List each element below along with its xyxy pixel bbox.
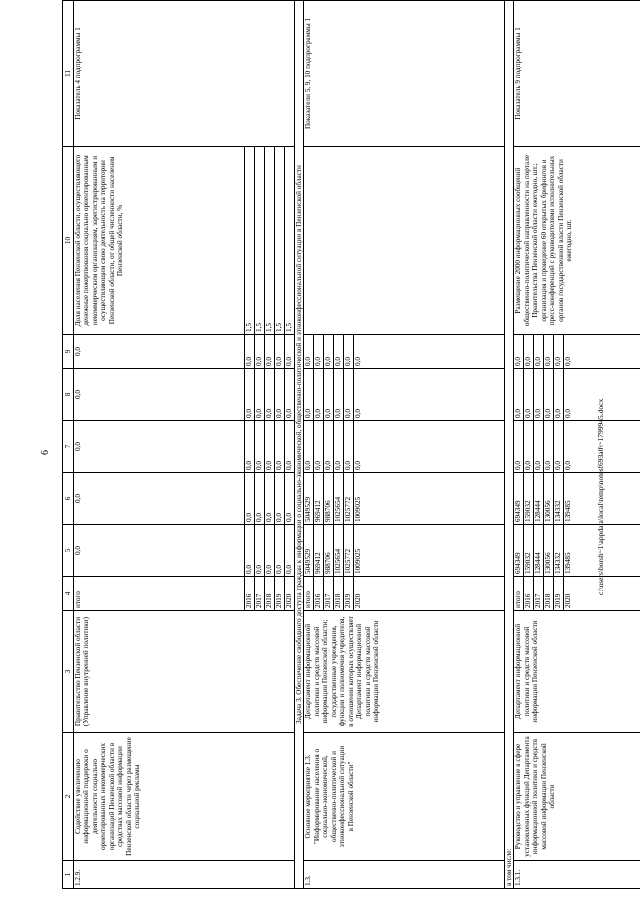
year-cell: 2016 — [523, 577, 533, 611]
value-cell: 0,0 — [533, 369, 543, 421]
value-cell: 0,0 — [313, 421, 323, 473]
value-cell: 969412 — [313, 525, 323, 577]
row-number: 1.2.9. — [74, 861, 295, 889]
value-cell: 5049529 — [304, 525, 313, 577]
value-cell: 0,0 — [323, 335, 333, 369]
header-cell: 1 — [63, 861, 74, 889]
value-cell: 0,0 — [265, 335, 275, 369]
value-cell: 0,0 — [74, 335, 245, 369]
subheading-row — [504, 1, 513, 889]
period-cell: итого — [304, 577, 313, 611]
header-row — [63, 1, 74, 889]
year-cell: 2018 — [265, 577, 275, 611]
result-text: Доля населения Пензенской области, осуществляющего денежные пожертвования социально ориентированным некоммерческим организациям, зарегистрированным и осуществляющим свою деятельность на территории Пензенской области, от общей численности населения Пензенской области, % — [74, 147, 245, 335]
value-cell: 0,0 — [285, 525, 295, 577]
measure-name: Основное мероприятие 1.3. "Информирование населения о социально-экономической, общественно-политической и этноконфессиональной ситуации в Пензенской области" — [304, 733, 504, 861]
value-cell: 0,0 — [543, 421, 553, 473]
value-cell: 0,0 — [343, 335, 353, 369]
year-cell: 2019 — [343, 577, 353, 611]
value-cell: 694349 — [514, 525, 523, 577]
year-cell: 2018 — [333, 577, 343, 611]
value-cell: 0,0 — [304, 421, 313, 473]
indicator-text: Показатель 9 подпрограммы 1 — [514, 1, 640, 147]
program-table — [62, 0, 640, 889]
value-cell: 1009025 — [353, 525, 504, 577]
target-cell: 1,5 — [245, 147, 255, 335]
value-cell: 0,0 — [313, 369, 323, 421]
value-cell: 0,0 — [323, 369, 333, 421]
year-cell: 2019 — [553, 577, 563, 611]
value-cell: 130056 — [543, 473, 553, 525]
result-text: Размещение 2000 информационных сообщений общественно-политической направленности на портале Правительства Пензенской области ежегодно, шт.; организация и проведение 60 открытых брифингов и пресс-конференций с руководителями исполнительных органов государственной власти Пензенской области ежегодно, шт. — [514, 147, 640, 335]
value-cell: 0,0 — [275, 335, 285, 369]
value-cell: 0,0 — [245, 335, 255, 369]
value-cell: 0,0 — [514, 335, 523, 369]
header-cell: 6 — [63, 473, 74, 525]
result-text — [304, 147, 504, 335]
value-cell: 0,0 — [265, 421, 275, 473]
value-cell: 0,0 — [313, 335, 323, 369]
value-cell: 0,0 — [333, 369, 343, 421]
value-cell: 0,0 — [285, 335, 295, 369]
value-cell: 0,0 — [353, 369, 504, 421]
value-cell: 0,0 — [353, 335, 504, 369]
value-cell: 0,0 — [275, 473, 285, 525]
value-cell: 0,0 — [255, 369, 265, 421]
value-cell: 0,0 — [74, 473, 245, 525]
value-cell: 0,0 — [255, 473, 265, 525]
value-cell: 0,0 — [275, 525, 285, 577]
year-cell: 2017 — [255, 577, 265, 611]
value-cell: 159032 — [523, 525, 533, 577]
value-cell: 0,0 — [333, 335, 343, 369]
value-cell: 0,0 — [245, 473, 255, 525]
value-cell: 1025772 — [343, 525, 353, 577]
value-cell: 988706 — [323, 473, 333, 525]
value-cell: 969412 — [313, 473, 323, 525]
year-cell: 2020 — [285, 577, 295, 611]
executor: Департамент информационной политики и средств массовой информации Пензенской области; государственные учреждения, функции и полномочия учредителя, в отношении которых осуществляет Департамент информационной политики и средств массовой информации Пензенской области — [304, 611, 504, 733]
header-cell: 7 — [63, 421, 74, 473]
row-number: 1.3. — [304, 861, 504, 889]
value-cell: 0,0 — [533, 335, 543, 369]
header-cell: 11 — [63, 1, 74, 147]
value-cell: 0,0 — [523, 421, 533, 473]
value-cell: 1025654 — [333, 473, 343, 525]
value-cell: 0,0 — [533, 421, 543, 473]
target-cell: 1,5 — [255, 147, 265, 335]
measure-name: Содействие увеличению информационной поддержки о деятельности социально ориентированных некоммерческих организаций Пензенской области в средствах массовой информации Пензенской области через размещение социальной рекламы — [74, 733, 295, 861]
value-cell: 139485 — [563, 525, 640, 577]
value-cell: 0,0 — [265, 369, 275, 421]
header-cell: 9 — [63, 335, 74, 369]
value-cell: 0,0 — [245, 369, 255, 421]
footer-file-path: c:\users\borsh~1\appdata\local\temp\notesf693a0\~1799945.docx — [596, 398, 605, 595]
year-cell: 2019 — [275, 577, 285, 611]
value-cell: 0,0 — [523, 369, 533, 421]
header-cell: 3 — [63, 611, 74, 733]
value-cell: 694349 — [514, 473, 523, 525]
value-cell: 0,0 — [285, 473, 295, 525]
value-cell: 0,0 — [255, 421, 265, 473]
value-cell: 0,0 — [353, 421, 504, 473]
value-cell: 5049529 — [304, 473, 313, 525]
value-cell: 0,0 — [323, 421, 333, 473]
value-cell: 0,0 — [333, 421, 343, 473]
value-cell: 0,0 — [543, 335, 553, 369]
indicator-text: Показатель 4 подпрограммы 1 — [74, 1, 295, 147]
target-cell: 1,5 — [265, 147, 275, 335]
subheading-text: в том числе: — [504, 1, 513, 889]
header-cell: 2 — [63, 733, 74, 861]
value-cell: 0,0 — [553, 335, 563, 369]
indicator-text: Показатели 5, 9, 10 подпрограммы 1 — [304, 1, 504, 147]
value-cell: 0,0 — [523, 335, 533, 369]
value-cell: 139485 — [563, 473, 640, 525]
value-cell: 0,0 — [514, 421, 523, 473]
table-row — [74, 1, 245, 889]
target-cell: 1,5 — [275, 147, 285, 335]
executor: Департамент информационной политики и средств массовой информации Пензенской области — [514, 611, 640, 733]
value-cell: 0,0 — [553, 369, 563, 421]
executor: Правительство Пензенской области (Управление внутренней политики) — [74, 611, 295, 733]
value-cell: 0,0 — [275, 421, 285, 473]
value-cell: 1025772 — [343, 473, 353, 525]
year-cell: 2017 — [533, 577, 543, 611]
value-cell: 0,0 — [543, 369, 553, 421]
period-cell: итого — [514, 577, 523, 611]
value-cell: 134332 — [553, 525, 563, 577]
value-cell: 1025654 — [333, 525, 343, 577]
value-cell: 0,0 — [255, 335, 265, 369]
value-cell: 130056 — [543, 525, 553, 577]
measure-name: Руководство и управление в сфере установленных функций Департамента информационной политики и средств массовой информации Пензенской области — [514, 733, 640, 861]
value-cell: 0,0 — [563, 369, 640, 421]
value-cell: 0,0 — [343, 421, 353, 473]
header-cell: 4 — [63, 577, 74, 611]
value-cell: 0,0 — [265, 525, 275, 577]
year-cell: 2017 — [323, 577, 333, 611]
header-cell: 10 — [63, 147, 74, 335]
value-cell: 0,0 — [553, 421, 563, 473]
value-cell: 0,0 — [74, 525, 245, 577]
value-cell: 0,0 — [74, 369, 245, 421]
value-cell: 988706 — [323, 525, 333, 577]
row-number: 1.3.1. — [514, 861, 640, 889]
task-row — [295, 1, 304, 889]
value-cell: 0,0 — [563, 421, 640, 473]
value-cell: 0,0 — [304, 335, 313, 369]
header-cell: 5 — [63, 525, 74, 577]
table-row — [304, 1, 313, 889]
value-cell: 0,0 — [275, 369, 285, 421]
value-cell: 0,0 — [304, 369, 313, 421]
value-cell: 0,0 — [343, 369, 353, 421]
value-cell: 0,0 — [255, 525, 265, 577]
value-cell: 1009025 — [353, 473, 504, 525]
value-cell: 0,0 — [74, 421, 245, 473]
target-cell: 1,5 — [285, 147, 295, 335]
year-cell: 2020 — [353, 577, 504, 611]
value-cell: 0,0 — [514, 369, 523, 421]
year-cell: 2016 — [245, 577, 255, 611]
year-cell: 2018 — [543, 577, 553, 611]
value-cell: 0,0 — [563, 335, 640, 369]
value-cell: 0,0 — [245, 421, 255, 473]
task-title: Задача 3. Обеспечение свободного доступа граждан к информации о социально-экономической, общественно-политической и этноконфессиональной ситуации в Пензенской области — [295, 1, 304, 889]
value-cell: 0,0 — [285, 421, 295, 473]
page-number: 6 — [40, 450, 51, 455]
value-cell: 159032 — [523, 473, 533, 525]
table-row — [514, 1, 523, 889]
value-cell: 128444 — [533, 525, 543, 577]
value-cell: 128444 — [533, 473, 543, 525]
value-cell: 0,0 — [245, 525, 255, 577]
year-cell: 2016 — [313, 577, 323, 611]
year-cell: 2020 — [563, 577, 640, 611]
period-cell: итого — [74, 577, 245, 611]
value-cell: 0,0 — [265, 473, 275, 525]
value-cell: 134332 — [553, 473, 563, 525]
value-cell: 0,0 — [285, 369, 295, 421]
header-cell: 8 — [63, 369, 74, 421]
